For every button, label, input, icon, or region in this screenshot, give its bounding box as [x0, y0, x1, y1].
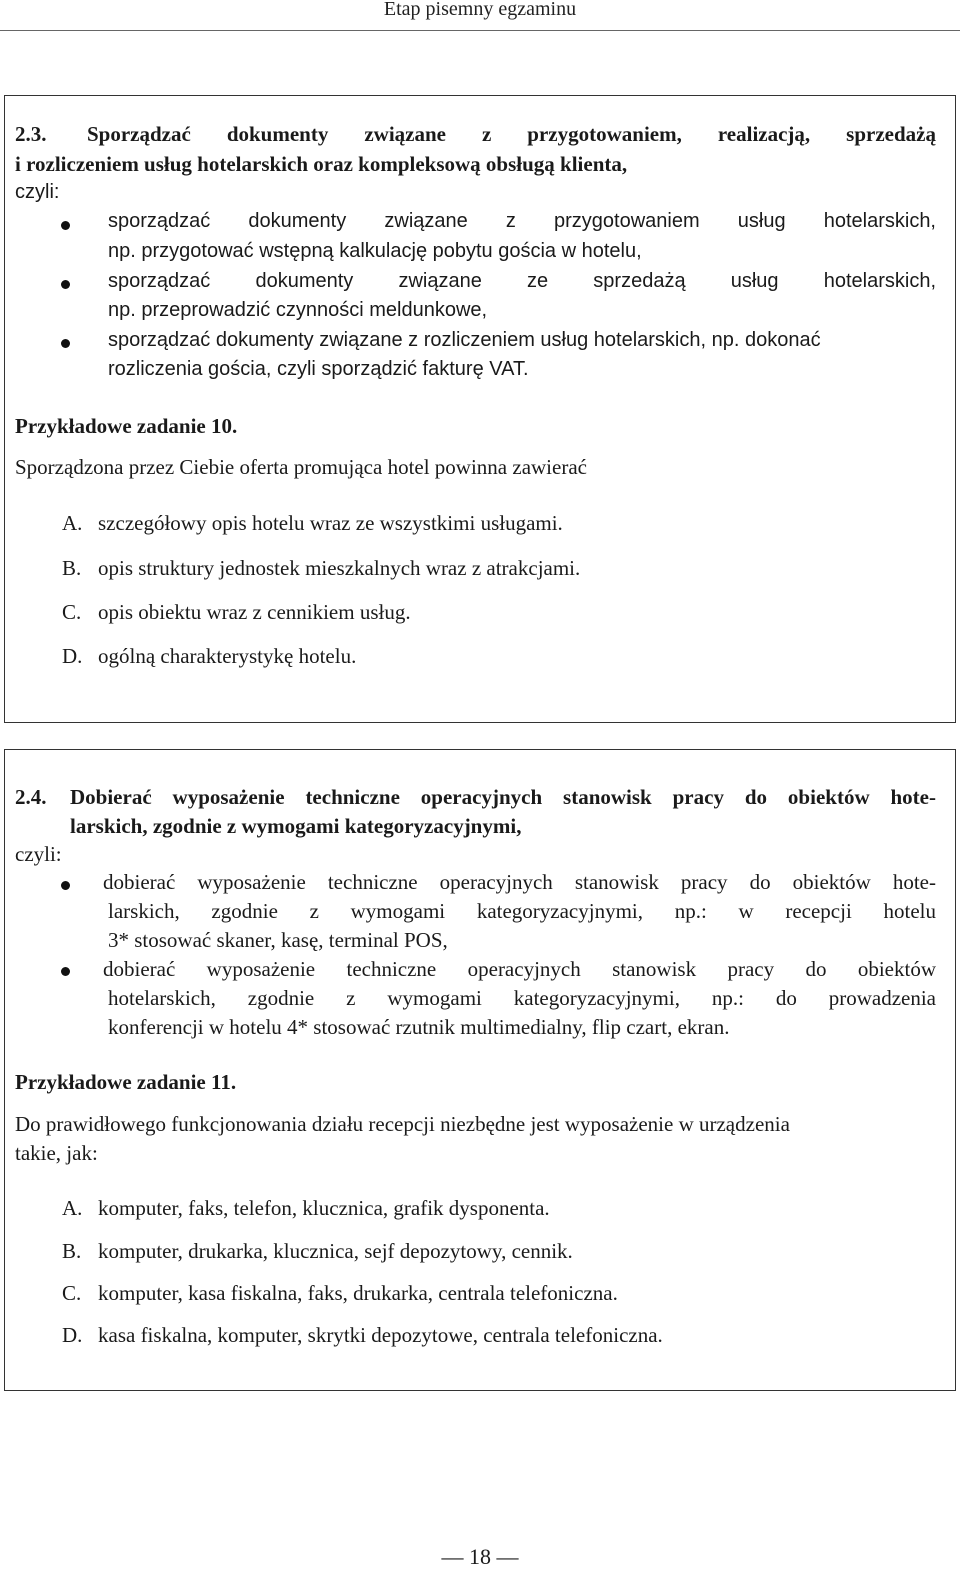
bullet-icon	[61, 280, 70, 289]
task-11-option-a-text: komputer, faks, telefon, klucznica, grafik dysponenta.	[98, 1196, 550, 1220]
section-2-3-bullet-3-line2: rozliczenia gościa, czyli sporządzić fakturę VAT.	[108, 358, 529, 380]
task-11-question-line1: Do prawidłowego funkcjonowania działu recepcji niezbędne jest wyposażenie w urządzenia	[15, 1112, 790, 1136]
task-10-option-a-text: szczegółowy opis hotelu wraz ze wszystkimi usługami.	[98, 511, 563, 535]
task-10-option-b-letter: B.	[62, 556, 82, 580]
task-10-question: Sporządzona przez Ciebie oferta promująca hotel powinna zawierać	[15, 455, 587, 479]
task-11-title: Przykładowe zadanie 11.	[15, 1070, 237, 1094]
section-2-3-number: 2.3.	[15, 122, 47, 146]
section-2-3-bullet-1-line2: np. przygotować wstępną kalkulację pobytu gościa w hotelu,	[108, 240, 642, 262]
bullet-icon	[61, 967, 70, 976]
bullet-icon	[61, 221, 70, 230]
section-2-4-bullet-1-line1: dobierać wyposażenie techniczne operacyjnych stanowisk pracy do obiektów hote-	[103, 870, 936, 894]
page-header-title: Etap pisemny egzaminu	[383, 0, 577, 20]
task-10-option-a-letter: A.	[62, 511, 83, 535]
section-2-3-box	[4, 95, 956, 723]
page-number: — 18 —	[441, 1544, 519, 1569]
section-2-4-bullet-2-line3: konferencji w hotelu 4* stosować rzutnik multimedialny, flip czart, ekran.	[108, 1015, 730, 1039]
task-10-option-d-letter: D.	[62, 644, 83, 668]
task-10-title: Przykładowe zadanie 10.	[15, 414, 238, 438]
task-10-option-c-letter: C.	[62, 600, 82, 624]
task-11-question-line2: takie, jak:	[15, 1141, 98, 1165]
section-2-4-bullet-2-line1: dobierać wyposażenie techniczne operacyjnych stanowisk pracy do obiektów	[103, 957, 936, 981]
task-11-option-d-letter: D.	[62, 1323, 83, 1347]
task-11-option-a-letter: A.	[62, 1196, 83, 1220]
task-11-option-c-text: komputer, kasa fiskalna, faks, drukarka, centrala telefoniczna.	[98, 1281, 618, 1305]
task-11-option-b-letter: B.	[62, 1239, 82, 1263]
bullet-icon	[61, 881, 70, 890]
task-10-option-c-text: opis obiektu wraz z cennikiem usług.	[98, 600, 411, 624]
section-2-3-heading-line2: i rozliczeniem usług hotelarskich oraz kompleksową obsługą klienta,	[15, 152, 628, 176]
section-2-4-number: 2.4.	[15, 785, 47, 809]
section-2-3-bullet-2-line2: np. przeprowadzić czynności meldunkowe,	[108, 299, 488, 321]
section-2-4-heading-line1: Dobierać wyposażenie techniczne operacyjnych stanowisk pracy do obiektów hote-	[70, 785, 936, 809]
section-2-4-heading-line2: larskich, zgodnie z wymogami kategoryzacyjnymi,	[70, 814, 522, 838]
section-2-3-heading-line1: Sporządzać dokumenty związane z przygotowaniem, realizacją, sprzedażą	[87, 122, 936, 146]
task-11-option-c-letter: C.	[62, 1281, 82, 1305]
task-10-option-d-text: ogólną charakterystykę hotelu.	[98, 644, 357, 668]
section-2-4-bullet-1-line2: larskich, zgodnie z wymogami kategoryzacyjnymi, np.: w recepcji hotelu	[108, 899, 936, 923]
section-2-4-bullet-2-line2: hotelarskich, zgodnie z wymogami kategoryzacyjnymi, np.: do prowadzenia	[108, 986, 936, 1010]
bullet-icon	[61, 339, 70, 348]
task-11-option-d-text: kasa fiskalna, komputer, skrytki depozytowe, centrala telefoniczna.	[98, 1323, 663, 1347]
section-2-3-czyli: czyli:	[15, 181, 60, 203]
header-rule	[0, 30, 960, 31]
section-2-3-bullet-3-line1: sporządzać dokumenty związane z rozliczeniem usług hotelarskich, np. dokonać	[108, 329, 821, 351]
section-2-4-bullet-1-line3: 3* stosować skaner, kasę, terminal POS,	[108, 928, 448, 952]
section-2-4-czyli: czyli:	[15, 842, 62, 866]
section-2-3-bullet-2-line1: sporządzać dokumenty związane ze sprzedażą usług hotelarskich,	[108, 270, 936, 292]
task-11-option-b-text: komputer, drukarka, klucznica, sejf depozytowy, cennik.	[98, 1239, 573, 1263]
task-10-option-b-text: opis struktury jednostek mieszkalnych wraz z atrakcjami.	[98, 556, 581, 580]
section-2-3-bullet-1-line1: sporządzać dokumenty związane z przygotowaniem usług hotelarskich,	[108, 210, 936, 232]
